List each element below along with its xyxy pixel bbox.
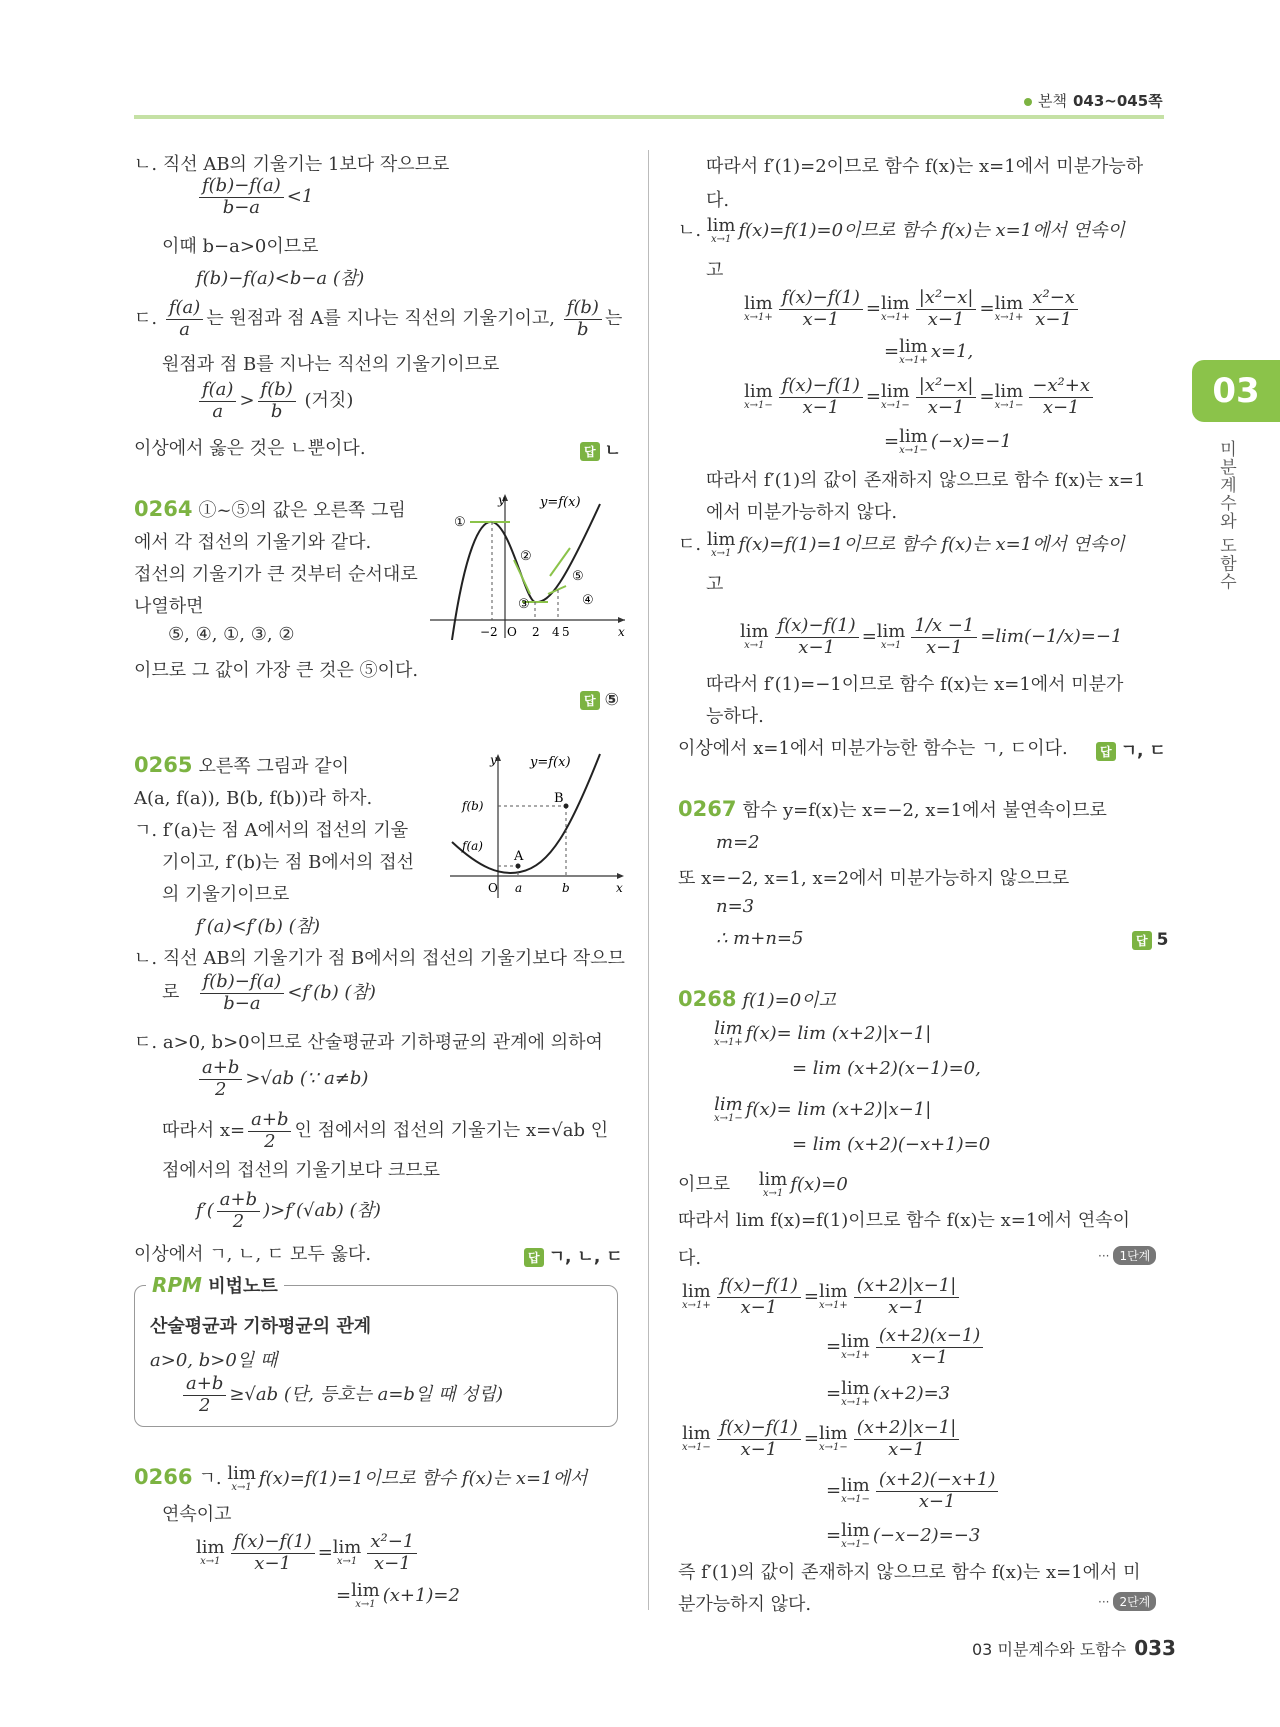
- problem-0265-line-11: 따라서 x= $\frac{a+b}{2}$ 인 점에서의 접선의 기울기는 x=√ab 인: [162, 1109, 609, 1152]
- right-line-d1: ㄷ. lim x→1 f(x)=f(1)=1이므로 함수 f(x)는 x=1에서 연속이: [678, 529, 1125, 559]
- problem-0265-line-8: 로 $\frac{f(b)-f(a)}{b-a}$ <f′(b) (참): [162, 971, 376, 1014]
- limit: lim x→1+: [841, 1378, 870, 1408]
- step-2-marker: ··· 2단계: [1098, 1592, 1156, 1611]
- fb-label: f(b): [462, 799, 484, 813]
- limit: lim x→1−: [714, 1094, 743, 1124]
- point-A: [516, 864, 521, 869]
- problem-0268-eq-8: lim x→1− $\frac{f(x)-f(1)}{x-1}$ = lim x→1− $\frac{(x+2)|x-1|}{x-1}$: [682, 1418, 962, 1460]
- problem-0268-eq-4: = lim (x+2)(−x+1)=0: [792, 1134, 991, 1155]
- problem-0264-line-4: 나열하면: [134, 596, 204, 617]
- fraction: $\frac{a+b}{2}$: [199, 1058, 242, 1100]
- answer-badge-icon: 답: [580, 442, 600, 461]
- right-line-n5: 따라서 f′(1)의 값이 존재하지 않으므로 함수 f(x)는 x=1: [706, 470, 1146, 491]
- problem-0268-line-6: 이므로 lim x→1 f(x)=0: [678, 1169, 848, 1199]
- problem-0265-line-7: ㄴ. 직선 AB의 기울기가 점 B에서의 접선의 기울기보다 작으므: [134, 948, 625, 969]
- problem-0268-eq-3: lim x→1− f(x)= lim (x+2)|x−1|: [714, 1094, 932, 1124]
- problem-0267-line-3: 또 x=−2, x=1, x=2에서 미분가능하지 않으므로: [678, 868, 1070, 889]
- problem-0264-line-5: ⑤, ④, ①, ③, ②: [168, 624, 295, 645]
- fraction: $\frac{\text{x²−1}}{x-1}$: [367, 1532, 417, 1574]
- problem-0268-line-1: 0268 f(1)=0이고: [678, 987, 836, 1011]
- marker-label: ①: [454, 515, 466, 530]
- problem-0265-line-5: 의 기울기이므로: [162, 884, 290, 905]
- page-number: 033: [1134, 1636, 1176, 1660]
- problem-0265-line-2: A(a, f(a)), B(b, f(b))라 하자.: [134, 788, 373, 809]
- problem-0265-line-6: f′(a)<f′(b) (참): [196, 916, 321, 937]
- prev-line-1: ㄴ. 직선 AB의 기울기는 1보다 작으므로: [134, 154, 450, 175]
- fraction: $\frac{\text{−x²+x}}{x-1}$: [1029, 376, 1093, 418]
- column-divider: [648, 150, 649, 1610]
- problem-0265-line-1: 0265 오른쪽 그림과 같이: [134, 753, 349, 777]
- limit: lim x→1: [227, 1463, 256, 1493]
- fraction: $\frac{a+b}{2}$: [248, 1110, 291, 1152]
- fraction: $\frac{f(b)}{b}$: [564, 298, 602, 340]
- fraction: $\frac{\text{|x²−x|}}{x-1}$: [916, 376, 977, 418]
- book-ref: 본책: [1038, 92, 1067, 110]
- answer-0265: 답 ㄱ, ㄴ, ㄷ: [524, 1242, 623, 1267]
- right-line-n2: 고: [706, 260, 724, 281]
- right-line-d4: 능하다.: [706, 706, 764, 727]
- chapter-tab[interactable]: 03: [1192, 360, 1280, 422]
- right-line-c1: 따라서 f′(1)=2이므로 함수 f(x)는 x=1에서 미분가능하: [706, 156, 1144, 177]
- bullet-dot-icon: [1024, 98, 1032, 106]
- problem-0264-line-1: 0264 ①~⑤의 값은 오른쪽 그림: [134, 497, 406, 521]
- fraction: $\frac{f(x)-f(1)}{x-1}$: [717, 1276, 801, 1318]
- answer-0267: 답 5: [1132, 930, 1168, 950]
- x-label: x: [618, 625, 625, 639]
- fraction: $\frac{a+b}{2}$: [217, 1190, 260, 1232]
- answer-badge-icon: 답: [1132, 931, 1152, 950]
- limit: lim x→1−: [841, 1475, 870, 1506]
- fraction: $\frac{(x+2)|x-1|}{x-1}$: [854, 1276, 960, 1318]
- limit: lim x→1: [740, 621, 769, 652]
- limit: lim x→1+: [899, 336, 928, 366]
- fraction: $\frac{f(x)-f(1)}{x-1}$: [231, 1532, 315, 1574]
- header-rule: [134, 115, 1164, 119]
- problem-0265-line-9: ㄷ. a>0, b>0이므로 산술평균과 기하평균의 관계에 의하여: [134, 1032, 603, 1053]
- limit: lim x→1: [706, 529, 736, 559]
- problem-0268-eq-1: lim x→1+ f(x)= lim (x+2)|x−1|: [714, 1018, 932, 1048]
- problem-0268-line-9: 즉 f′(1)의 값이 존재하지 않으므로 함수 f(x)는 x=1에서 미: [678, 1562, 1141, 1583]
- right-eq-n2: = lim x→1+ x=1,: [884, 336, 974, 366]
- function-label: y=f(x): [540, 495, 581, 510]
- rpm-logo: RPM: [152, 1273, 202, 1297]
- y-label: y: [490, 753, 497, 767]
- page-footer: [972, 1636, 1176, 1660]
- problem-0268-line-7: 따라서 lim f(x)=f(1)이므로 함수 f(x)는 x=1에서 연속이: [678, 1210, 1130, 1231]
- limit: lim x→1: [758, 1169, 788, 1199]
- right-eq-n4: = lim x→1− (−x)=−1: [884, 426, 1012, 456]
- fraction: $\frac{\text{|x²−x|}}{x-1}$: [916, 288, 977, 330]
- right-line-n1: ㄴ. lim x→1 f(x)=f(1)=0이므로 함수 f(x)는 x=1에서 연속이: [678, 215, 1125, 245]
- function-label: y=f(x): [530, 755, 571, 770]
- curve: [452, 754, 600, 873]
- fraction: $\frac{f(b)-f(a)}{b-a}$: [199, 176, 284, 218]
- limit: lim x→1+: [994, 293, 1024, 324]
- right-eq-d: lim x→1 $\frac{f(x)-f(1)}{x-1}$ = lim x→1 $\frac{1/x -1}{x-1}$ =lim(−1/x)=−1: [740, 615, 1123, 658]
- problem-0266-eq-1: lim x→1 $\frac{f(x)-f(1)}{x-1}$ = lim x→1 $\frac{\text{x²−1}}{x-1}$: [196, 1532, 420, 1574]
- x-axis-arrow-icon: [617, 873, 624, 879]
- problem-0265-line-13: f′( $\frac{a+b}{2}$ )>f′(√ab) (참): [196, 1189, 381, 1232]
- fraction: $\frac{(x+2)(-x+1)}{x-1}$: [876, 1470, 999, 1512]
- fraction: $\frac{\text{x²−x}}{x-1}$: [1029, 288, 1078, 330]
- fa-label: f(a): [462, 839, 483, 853]
- origin-label: O: [507, 625, 517, 639]
- A-label: A: [514, 849, 524, 864]
- answer-badge-icon: 답: [1096, 742, 1116, 761]
- problem-0268-eq-7: = lim x→1+ (x+2)=3: [826, 1378, 951, 1408]
- right-line-d3: 따라서 f′(1)=−1이므로 함수 f(x)는 x=1에서 미분가: [706, 674, 1124, 695]
- limit: lim x→1+: [841, 1331, 870, 1362]
- prev-frac-line: $\frac{f(b)-f(a)}{b-a}$ <1: [196, 176, 313, 218]
- prev-line-4: f(b)−f(a)<b−a (참): [196, 268, 365, 289]
- problem-0265-line-10: $\frac{a+b}{2}$ >√ab (∵ a≠b): [196, 1058, 368, 1100]
- fraction: $\frac{f(x)-f(1)}{x-1}$: [779, 376, 863, 418]
- problem-0266-line-1: 0266 ㄱ. lim x→1 f(x)=f(1)=1이므로 함수 f(x)는 x=1에서: [134, 1463, 588, 1493]
- problem-0268-eq-2: = lim (x+2)(x−1)=0,: [792, 1058, 981, 1079]
- rpm-heading: 산술평균과 기하평균의 관계: [150, 1316, 372, 1337]
- page-range: 043~045쪽: [1072, 92, 1163, 110]
- prev-ineq-line: $\frac{f(a)}{a}$ > $\frac{f(b)}{b}$ (거짓): [196, 380, 353, 422]
- graph-0264: [430, 490, 630, 640]
- limit: lim x→1: [706, 215, 736, 245]
- answer-0266: 답 ㄱ, ㄷ: [1096, 736, 1166, 761]
- tick-label: 5: [562, 625, 570, 639]
- limit: lim x→1+: [744, 293, 773, 324]
- problem-number: 0267: [678, 797, 737, 821]
- right-line-d2: 고: [706, 574, 724, 595]
- problem-0265-line-4: 기이고, f′(b)는 점 B에서의 접선: [162, 852, 415, 873]
- rpm-inequality: $\frac{a+b}{2}$ ≥√ab (단, 등호는 a=b일 때 성립): [180, 1374, 503, 1416]
- problem-0266-eq-2: = lim x→1 (x+1)=2: [336, 1580, 460, 1610]
- fraction: $\frac{(x+2)(x-1)}{x-1}$: [876, 1326, 983, 1368]
- problem-0268-eq-6: = lim x→1+ $\frac{(x+2)(x-1)}{x-1}$: [826, 1326, 986, 1368]
- fraction: $\frac{f(a)}{a}$: [199, 380, 236, 422]
- limit: lim x→1−: [744, 381, 773, 412]
- fraction: $\frac{1/x -1}{x-1}$: [911, 616, 977, 658]
- problem-0264-line-6: 이므로 그 값이 가장 큰 것은 ⑤이다.: [134, 660, 419, 681]
- right-line-c2: 다.: [706, 190, 730, 211]
- limit: lim x→1−: [818, 1423, 848, 1454]
- tangent-2: [514, 560, 530, 594]
- problem-0267-line-2: m=2: [716, 832, 760, 853]
- fraction: $\frac{f(x)-f(1)}{x-1}$: [775, 616, 859, 658]
- limit: lim x→1−: [682, 1423, 711, 1454]
- problem-0267-line-5: ∴ m+n=5: [716, 928, 804, 949]
- problem-0265-line-12: 점에서의 접선의 기울기보다 크므로: [162, 1160, 440, 1181]
- answer-prev: 답 ㄴ: [580, 436, 621, 461]
- fraction: $\frac{f(x)-f(1)}{x-1}$: [779, 288, 863, 330]
- right-eq-n1: lim x→1+ $\frac{f(x)-f(1)}{x-1}$ = lim x→1+ $\frac{\text{|x²−x|}}{x-1}$ = lim x→1+ $\frac{\text{x²−x}}{x-1}$: [744, 288, 1081, 330]
- problem-0265-line-3: ㄱ. f′(a)는 점 A에서의 접선의 기울: [134, 820, 409, 841]
- fraction: $\frac{f(x)-f(1)}{x-1}$: [717, 1418, 801, 1460]
- problem-0268-line-10: 분가능하지 않다.: [678, 1594, 812, 1615]
- problem-number: 0268: [678, 987, 737, 1011]
- tick-label: −2: [480, 625, 498, 639]
- tick-label: 2: [532, 625, 540, 639]
- prev-line-3: 이때 b−a>0이므로: [162, 236, 319, 257]
- marker-label: ④: [582, 593, 594, 608]
- right-line-n6: 에서 미분가능하지 않다.: [706, 502, 898, 523]
- point-B: [564, 804, 569, 809]
- answer-badge-icon: 답: [524, 1248, 544, 1267]
- fraction: $\frac{(x+2)|x-1|}{x-1}$: [854, 1418, 960, 1460]
- right-conclusion: 이상에서 x=1에서 미분가능한 함수는 ㄱ, ㄷ이다.: [678, 738, 1068, 759]
- prev-line-6: 원점과 점 B를 지나는 직선의 기울기이므로: [162, 354, 500, 375]
- problem-number: 0264: [134, 497, 193, 521]
- limit: lim x→1−: [899, 426, 928, 456]
- origin-label: O: [488, 881, 498, 895]
- limit: lim x→1: [876, 621, 906, 652]
- right-eq-n3: lim x→1− $\frac{f(x)-f(1)}{x-1}$ = lim x→1− $\frac{\text{|x²−x|}}{x-1}$ = lim x→1− $\frac{\text{−x²+x}}{x-1}$: [744, 376, 1096, 418]
- problem-number: 0266: [134, 1465, 193, 1489]
- footer-chapter: 03 미분계수와 도함수: [972, 1640, 1127, 1659]
- marker-label: ③: [518, 597, 530, 612]
- limit: lim x→1−: [880, 381, 910, 412]
- marker-label: ②: [520, 549, 532, 564]
- fraction: $\frac{f(a)}{a}$: [166, 298, 203, 340]
- step-1-marker: ··· 1단계: [1098, 1246, 1156, 1265]
- prev-line-5: ㄷ. $\frac{f(a)}{a}$ 는 원점과 점 A를 지나는 직선의 기울기이고, $\frac{f(b)}{b}$ 는: [134, 297, 623, 340]
- problem-0267-line-1: 0267 함수 y=f(x)는 x=−2, x=1에서 불연속이므로: [678, 797, 1107, 821]
- limit: lim x→1+: [682, 1281, 711, 1312]
- problem-0264-line-3: 접선의 기울기가 큰 것부터 순서대로: [134, 564, 418, 585]
- fraction: $\frac{a+b}{2}$: [183, 1374, 226, 1416]
- x-label: x: [616, 881, 623, 895]
- limit: lim x→1−: [994, 381, 1024, 412]
- prev-conclusion: 이상에서 옳은 것은 ㄴ뿐이다.: [134, 438, 366, 459]
- problem-0268-eq-5: lim x→1+ $\frac{f(x)-f(1)}{x-1}$ = lim x→1+ $\frac{(x+2)|x-1|}{x-1}$: [682, 1276, 962, 1318]
- fraction: $\frac{f(b)}{b}$: [258, 380, 296, 422]
- page-header: [1024, 90, 1163, 111]
- limit: lim x→1: [332, 1537, 362, 1568]
- a-label: a: [515, 881, 523, 895]
- limit: lim x→1+: [714, 1018, 743, 1048]
- chapter-title-vertical: 미분계수와 도함수: [1216, 440, 1236, 591]
- answer-badge-icon: 답: [580, 691, 600, 710]
- rpm-condition: a>0, b>0일 때: [150, 1350, 278, 1371]
- b-label: b: [562, 881, 570, 895]
- problem-0267-line-4: n=3: [716, 896, 755, 917]
- limit: lim x→1+: [818, 1281, 848, 1312]
- problem-0266-line-2: 연속이고: [162, 1504, 232, 1525]
- problem-0268-eq-10: = lim x→1− (−x−2)=−3: [826, 1520, 981, 1550]
- problem-0265-conclusion: 이상에서 ㄱ, ㄴ, ㄷ 모두 옳다.: [134, 1244, 372, 1265]
- y-label: y: [498, 493, 505, 507]
- limit: lim x→1+: [880, 293, 910, 324]
- limit: lim x→1: [196, 1537, 225, 1568]
- B-label: B: [554, 791, 564, 806]
- problem-number: 0265: [134, 753, 193, 777]
- problem-0268-line-8: 다.: [678, 1248, 702, 1269]
- rpm-note-title: RPM 비법노트: [146, 1272, 284, 1298]
- fraction: $\frac{f(b)-f(a)}{b-a}$: [200, 972, 285, 1014]
- problem-0268-eq-9: = lim x→1− $\frac{(x+2)(-x+1)}{x-1}$: [826, 1470, 1001, 1512]
- graph-0265: [450, 750, 630, 900]
- problem-0264-line-2: 에서 각 접선의 기울기와 같다.: [134, 532, 372, 553]
- limit: lim x→1−: [841, 1520, 870, 1550]
- answer-0264: 답 ⑤: [580, 690, 619, 710]
- marker-label: ⑤: [572, 569, 584, 584]
- tick-label: 4: [552, 625, 560, 639]
- x-axis-arrow-icon: [618, 617, 625, 623]
- limit: lim x→1: [351, 1580, 380, 1610]
